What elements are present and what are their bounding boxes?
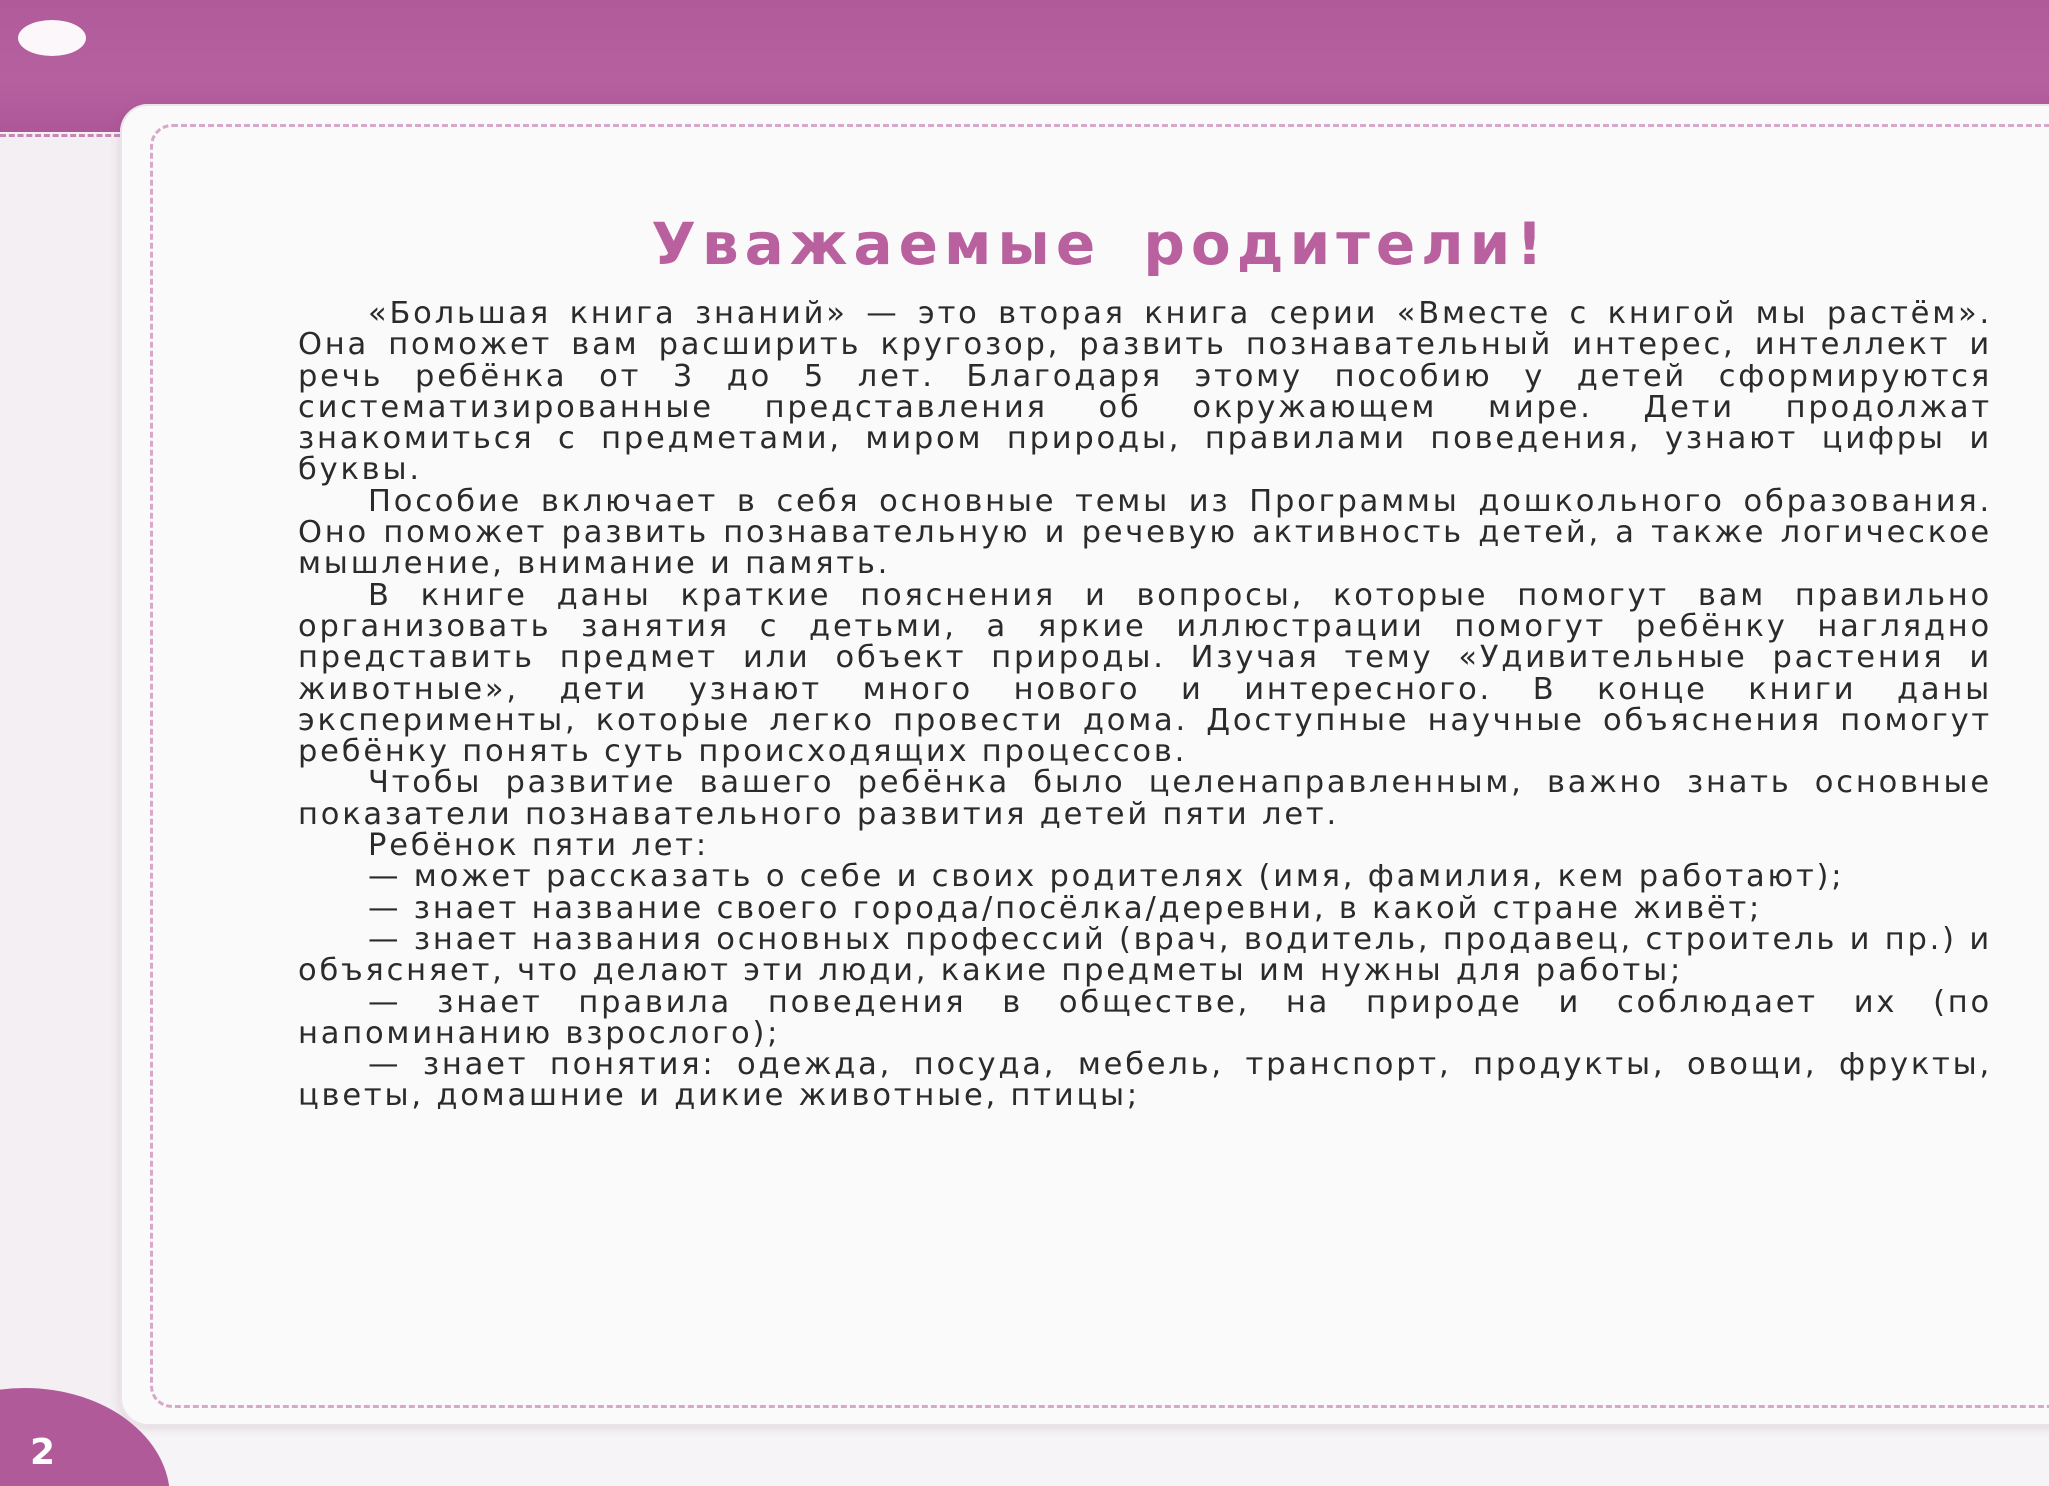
page-number: 2 xyxy=(30,1432,56,1473)
list-item: — знает правила поведения в обществе, на природе и соблюдает их (по напоминанию взрослого); xyxy=(298,984,1992,1051)
paragraph-program: Пособие включает в себя основные темы из Программы дошкольного образования. Оно поможет развить познавательную и речевую активность детей, а также логическое мышление, внимание и память. xyxy=(298,483,1992,582)
page-title: Уважаемые родители! xyxy=(651,210,1549,278)
list-item: — знает названия основных профессий (врач, водитель, продавец, строитель и пр.) и объясняет, что делают эти люди, какие предметы им нужны для работы; xyxy=(298,921,1992,989)
list-item: — может рассказать о себе и своих родителях (имя, фамилия, кем работают); xyxy=(368,859,1845,895)
body-text xyxy=(298,298,1992,1112)
paragraph-book-contents: В книге даны краткие пояснения и вопросы, которые помогут вам правильно организовать занятия с детьми, а яркие иллюстрации помогут ребёнку наглядно представить предмет или объект природы. Изучая тему «Удивительные растения и животные», дети узнают много нового и интересного. В конце книги даны эксперименты, которые легко провести дома. Доступные научные объяснения помогут ребёнку понять суть происходящих процессов. xyxy=(298,577,1992,770)
list-heading: Ребёнок пяти лет: xyxy=(368,828,709,864)
left-dashed-line xyxy=(0,134,120,137)
paragraph-development: Чтобы развитие вашего ребёнка было целенаправленным, важно знать основные показатели познавательного развития детей пяти лет. xyxy=(298,765,1992,832)
list-item: — знает название своего города/посёлка/деревни, в какой стране живёт; xyxy=(368,890,1763,926)
paragraph-intro: «Большая книга знаний» — это вторая книга серии «Вместе с книгой мы растём». Она поможет вам расширить кругозор, развить познавательный интерес, интеллект и речь ребёнка от 3 до 5 лет. Благодаря этому пособию у детей сформируются систематизированные представления об окружающем мире. Дети продолжат знакомиться с предметами, миром природы, правилами поведения, узнают цифры и буквы. xyxy=(298,296,1992,488)
binder-hole-shape xyxy=(18,20,86,56)
list-item: — знает понятия: одежда, посуда, мебель, транспорт, продукты, овощи, фрукты, цветы, домашние и дикие животные, птицы; xyxy=(298,1047,1992,1114)
left-margin-strip xyxy=(0,132,130,1486)
